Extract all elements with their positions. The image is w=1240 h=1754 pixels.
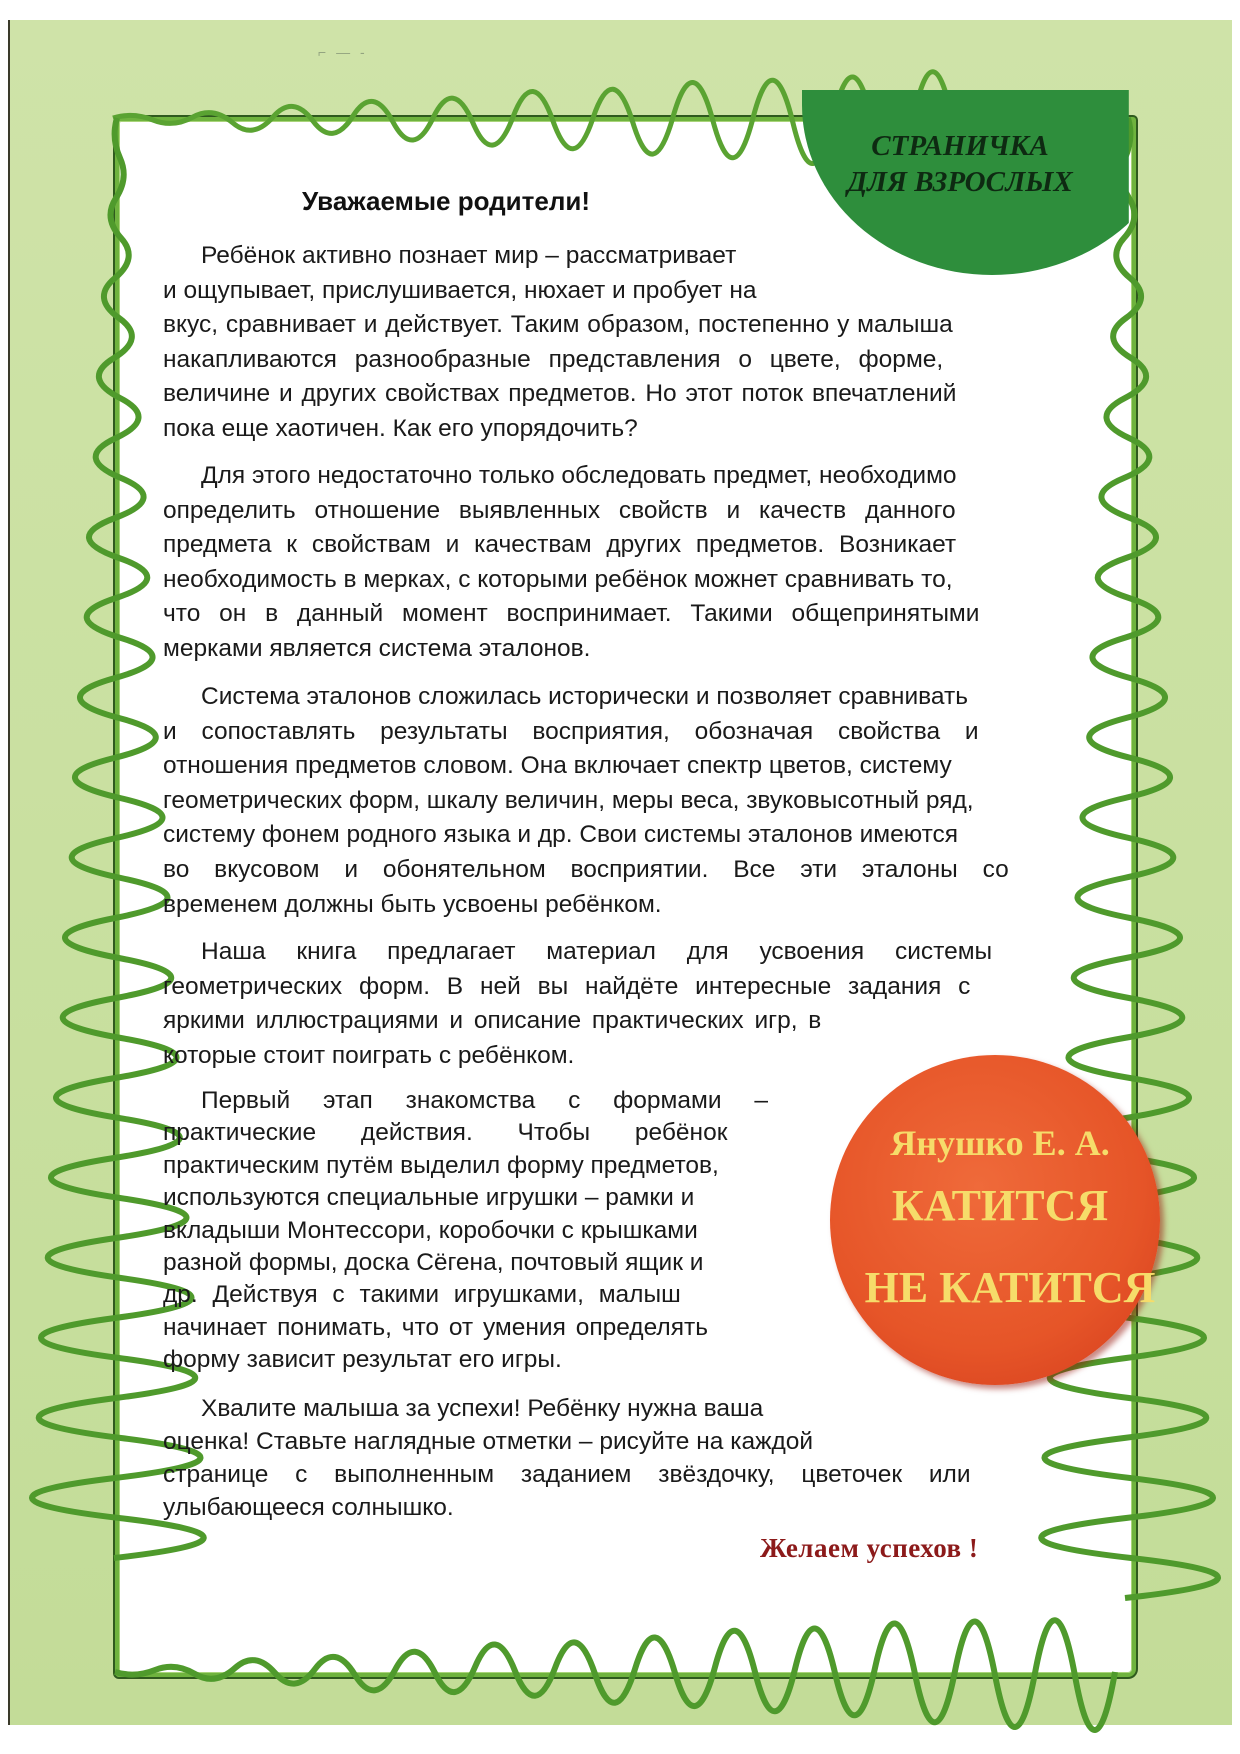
text-line: пока еще хаотичен. Как его упорядочить?: [163, 414, 638, 442]
text-line: яркими иллюстрациями и описание практических игр, в: [163, 1007, 822, 1035]
text-line: практическим путём выделил форму предметов,: [163, 1151, 719, 1179]
text-line: геометрических форм. В ней вы найдёте интересные задания с: [163, 972, 971, 1000]
text-line: др. Действуя с такими игрушками, малыш: [163, 1281, 681, 1309]
text-line: мерками является система эталонов.: [163, 634, 591, 662]
text-line: отношения предметов словом. Она включает спектр цветов, систему: [163, 752, 952, 780]
text-line: временем должны быть усвоены ребёнком.: [163, 890, 662, 918]
text-line: величине и других свойствах предметов. Но этот поток впечатлений: [163, 380, 957, 408]
book-author: Янушко Е. А.: [890, 1123, 1110, 1163]
section-badge-line-1: СТРАНИЧКА: [871, 130, 1049, 162]
text-line: которые стоит поиграть с ребёнком.: [163, 1041, 575, 1069]
text-line: Ребёнок активно познает мир – рассматривает: [201, 242, 737, 269]
text-line: оценка! Ставьте наглядные отметки – рисуйте на каждой: [163, 1428, 814, 1455]
text-line: Хвалите малыша за успехи! Ребёнку нужна ваша: [201, 1395, 764, 1422]
text-line: Система эталонов сложилась исторически и позволяет сравнивать: [201, 683, 968, 710]
text-line: странице с выполненным заданием звёздочку, цветочек или: [163, 1461, 971, 1488]
paragraph-5: [163, 1085, 813, 1377]
text-line: определить отношение выявленных свойств и качеств данного: [163, 496, 956, 524]
pencil-mark: ⌐ — -: [318, 44, 368, 60]
text-line: Первый этап знакомства с формами –: [201, 1087, 768, 1114]
text-line: начинает понимать, что от умения определять: [163, 1313, 708, 1341]
section-badge-line-2: ДЛЯ ВЗРОСЛЫХ: [847, 166, 1073, 198]
text-line: улыбающееся солнышко.: [163, 1494, 454, 1521]
text-line: накапливаются разнообразные представления о цвете, форме,: [163, 345, 944, 373]
text-line: вкус, сравнивает и действует. Таким образом, постепенно у малыша: [163, 311, 953, 339]
text-line: и сопоставлять результаты восприятия, обозначая свойства и: [163, 717, 979, 745]
paragraph-6: [163, 1392, 1093, 1524]
paragraph-2: [163, 459, 1093, 667]
book-title-line-2: НЕ КАТИТСЯ: [864, 1263, 1156, 1312]
text-line: используются специальные игрушки – рамки и: [163, 1184, 695, 1212]
text-line: вкладыши Монтессори, коробочки с крышками: [163, 1216, 698, 1244]
text-line: форму зависит результат его игры.: [163, 1346, 562, 1374]
text-line: во вкусовом и обонятельном восприятии. Все эти эталоны со: [163, 855, 1009, 883]
section-badge: [830, 128, 1090, 200]
paragraph-1: [163, 239, 1093, 447]
text-line: Наша книга предлагает материал для усвоения системы: [201, 938, 993, 965]
closing-wish: Желаем успехов !: [760, 1533, 979, 1563]
paragraph-3: [163, 680, 1093, 922]
text-line: Для этого недостаточно только обследовать предмет, необходимо: [201, 462, 957, 489]
text-line: практические действия. Чтобы ребёнок: [163, 1119, 728, 1147]
paragraph-4: [163, 935, 1093, 1073]
text-line: и ощупывает, прислушивается, нюхает и пробует на: [163, 276, 757, 304]
text-line: предмета к свойствам и качествам других предметов. Возникает: [163, 531, 957, 559]
text-line: необходимость в мерках, с которыми ребёнок можнет сравнивать то,: [163, 565, 953, 593]
text-line: разной формы, доска Сёгена, почтовый ящик и: [163, 1249, 704, 1277]
book-title-line-1: КАТИТСЯ: [891, 1181, 1109, 1230]
text-line: что он в данный момент воспринимает. Такими общепринятыми: [163, 600, 980, 628]
text-line: геометрических форм, шкалу величин, меры веса, звуковысотный ряд,: [163, 786, 974, 814]
text-line: систему фонем родного языка и др. Свои системы эталонов имеются: [163, 821, 959, 849]
page-title: Уважаемые родители!: [302, 186, 590, 216]
